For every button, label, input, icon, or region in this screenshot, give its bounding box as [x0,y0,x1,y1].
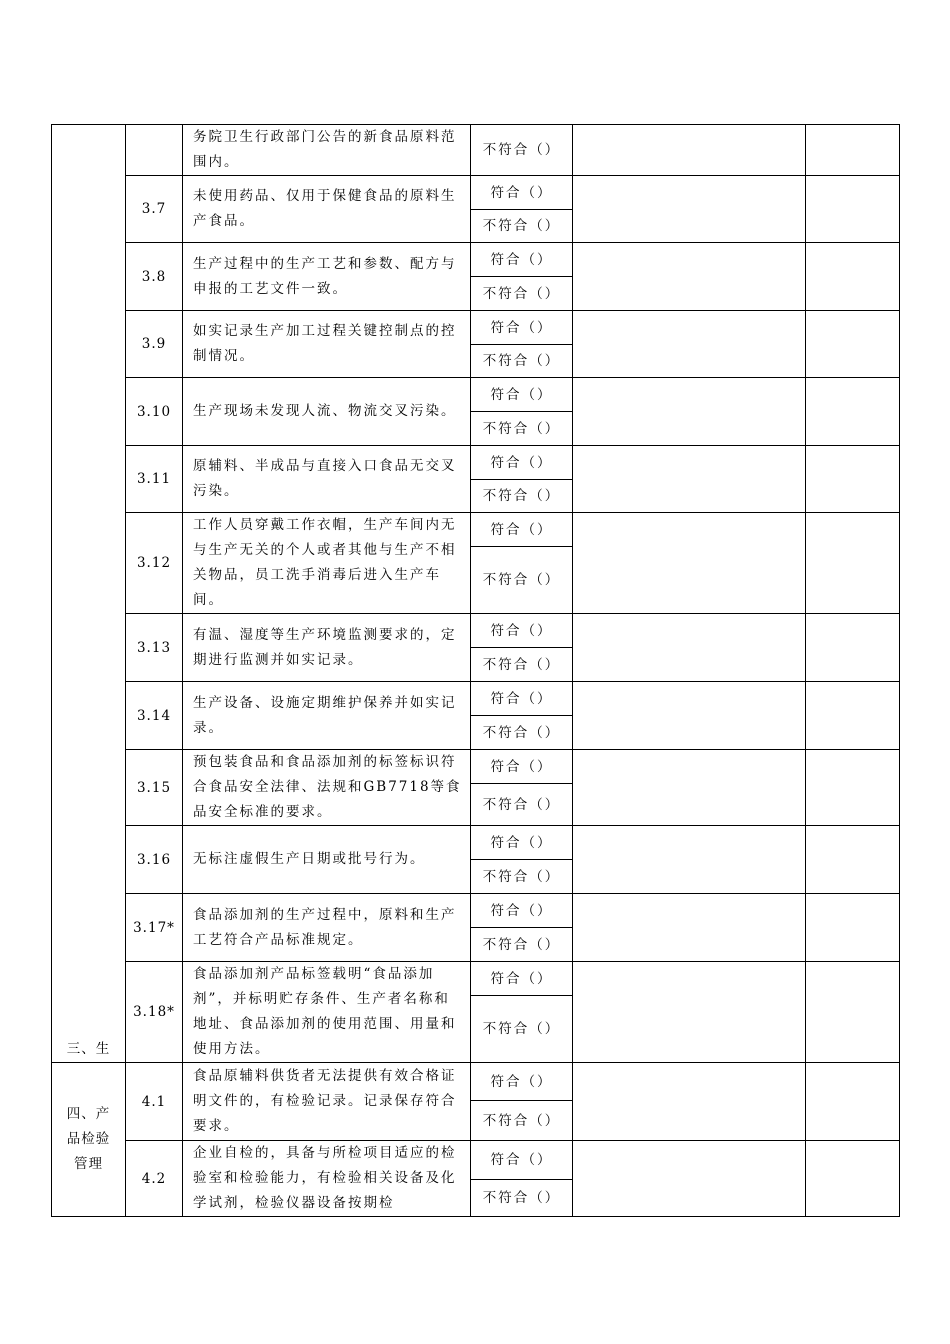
table-row [52,614,900,648]
table-row [52,962,900,996]
table-row [52,826,900,860]
item-number: 3.17* [126,894,183,962]
extra-cell[interactable] [806,378,900,446]
category-cell: 三、生 [52,125,126,1063]
item-description: 生产设备、设施定期维护保养并如实记录。 [183,682,471,750]
remark-cell[interactable] [573,614,806,682]
remark-cell[interactable] [573,1141,806,1217]
item-number: 3.7 [126,176,183,243]
table-row [52,894,900,928]
remark-cell[interactable] [573,243,806,311]
remark-cell[interactable] [573,682,806,750]
noncompliant-checkbox[interactable]: 不符合（） [471,1101,573,1141]
noncompliant-checkbox[interactable]: 不符合（） [471,210,573,243]
table-row [52,243,900,277]
compliant-checkbox[interactable]: 符合（） [471,311,573,345]
table-row [52,682,900,716]
noncompliant-checkbox[interactable]: 不符合（） [471,784,573,826]
item-description: 食品添加剂产品标签载明“食品添加剂”，并标明贮存条件、生产者名称和地址、食品添加剂的使用范围、用量和使用方法。 [183,962,471,1063]
remark-cell[interactable] [573,311,806,378]
remark-cell[interactable] [573,378,806,446]
table-row [52,446,900,480]
compliant-checkbox[interactable]: 符合（） [471,378,573,412]
noncompliant-checkbox[interactable]: 不符合（） [471,480,573,513]
item-number: 3.18* [126,962,183,1063]
remark-cell[interactable] [573,513,806,614]
remark-cell[interactable] [573,750,806,826]
item-description: 如实记录生产加工过程关键控制点的控制情况。 [183,311,471,378]
item-number: 4.2 [126,1141,183,1217]
category-cell: 四、产品检验管理 [52,1063,126,1217]
item-number: 3.9 [126,311,183,378]
remark-cell[interactable] [573,826,806,894]
noncompliant-checkbox[interactable]: 不符合（） [471,928,573,962]
item-description: 企业自检的，具备与所检项目适应的检验室和检验能力，有检验相关设备及化学试剂，检验仪器设备按期检 [183,1141,471,1217]
remark-cell[interactable] [573,894,806,962]
compliant-checkbox[interactable]: 符合（） [471,682,573,716]
extra-cell[interactable] [806,614,900,682]
noncompliant-checkbox[interactable]: 不符合（） [471,547,573,614]
extra-cell[interactable] [806,513,900,614]
inspection-checklist-table [51,124,900,1217]
compliant-checkbox[interactable]: 符合（） [471,962,573,996]
item-number: 3.12 [126,513,183,614]
noncompliant-checkbox[interactable]: 不符合（） [471,648,573,682]
extra-cell[interactable] [806,750,900,826]
remark-cell[interactable] [573,125,806,176]
extra-cell[interactable] [806,176,900,243]
noncompliant-checkbox[interactable]: 不符合（） [471,125,573,176]
compliant-checkbox[interactable]: 符合（） [471,750,573,784]
extra-cell[interactable] [806,682,900,750]
item-number: 3.10 [126,378,183,446]
table-row [52,378,900,412]
item-number: 3.13 [126,614,183,682]
table-row [52,513,900,547]
noncompliant-checkbox[interactable]: 不符合（） [471,716,573,750]
noncompliant-checkbox[interactable]: 不符合（） [471,345,573,378]
table-row [52,1141,900,1180]
item-description: 生产过程中的生产工艺和参数、配方与申报的工艺文件一致。 [183,243,471,311]
noncompliant-checkbox[interactable]: 不符合（） [471,996,573,1063]
item-description: 务院卫生行政部门公告的新食品原料范围内。 [183,125,471,176]
table-row [52,176,900,210]
item-number: 3.15 [126,750,183,826]
item-number: 3.14 [126,682,183,750]
table-row [52,750,900,784]
noncompliant-checkbox[interactable]: 不符合（） [471,412,573,446]
noncompliant-checkbox[interactable]: 不符合（） [471,860,573,894]
table-row [52,125,900,176]
extra-cell[interactable] [806,1141,900,1217]
item-number: 3.8 [126,243,183,311]
extra-cell[interactable] [806,311,900,378]
item-description: 未使用药品、仅用于保健食品的原料生产食品。 [183,176,471,243]
item-description: 生产现场未发现人流、物流交叉污染。 [183,378,471,446]
extra-cell[interactable] [806,826,900,894]
compliant-checkbox[interactable]: 符合（） [471,826,573,860]
noncompliant-checkbox[interactable]: 不符合（） [471,1179,573,1217]
item-description: 有温、湿度等生产环境监测要求的，定期进行监测并如实记录。 [183,614,471,682]
compliant-checkbox[interactable]: 符合（） [471,1141,573,1180]
table-row [52,1063,900,1101]
noncompliant-checkbox[interactable]: 不符合（） [471,277,573,311]
compliant-checkbox[interactable]: 符合（） [471,894,573,928]
item-description: 食品原辅料供货者无法提供有效合格证明文件的，有检验记录。记录保存符合要求。 [183,1063,471,1141]
item-description: 食品添加剂的生产过程中，原料和生产工艺符合产品标准规定。 [183,894,471,962]
extra-cell[interactable] [806,962,900,1063]
compliant-checkbox[interactable]: 符合（） [471,614,573,648]
item-description: 工作人员穿戴工作衣帽，生产车间内无与生产无关的个人或者其他与生产不相关物品，员工洗手消毒后进入生产车间。 [183,513,471,614]
item-number [126,125,183,176]
remark-cell[interactable] [573,446,806,513]
extra-cell[interactable] [806,243,900,311]
extra-cell[interactable] [806,125,900,176]
extra-cell[interactable] [806,446,900,513]
item-number: 4.1 [126,1063,183,1141]
table-row [52,311,900,345]
remark-cell[interactable] [573,176,806,243]
item-number: 3.11 [126,446,183,513]
item-number: 3.16 [126,826,183,894]
compliant-checkbox[interactable]: 符合（） [471,513,573,547]
compliant-checkbox[interactable]: 符合（） [471,446,573,480]
compliant-checkbox[interactable]: 符合（） [471,243,573,277]
extra-cell[interactable] [806,1063,900,1141]
compliant-checkbox[interactable]: 符合（） [471,176,573,210]
compliant-checkbox[interactable]: 符合（） [471,1063,573,1101]
item-description: 预包装食品和食品添加剂的标签标识符合食品安全法律、法规和GB7718等食品安全标准的要求。 [183,750,471,826]
remark-cell[interactable] [573,962,806,1063]
remark-cell[interactable] [573,1063,806,1141]
item-description: 无标注虚假生产日期或批号行为。 [183,826,471,894]
extra-cell[interactable] [806,894,900,962]
item-description: 原辅料、半成品与直接入口食品无交叉污染。 [183,446,471,513]
